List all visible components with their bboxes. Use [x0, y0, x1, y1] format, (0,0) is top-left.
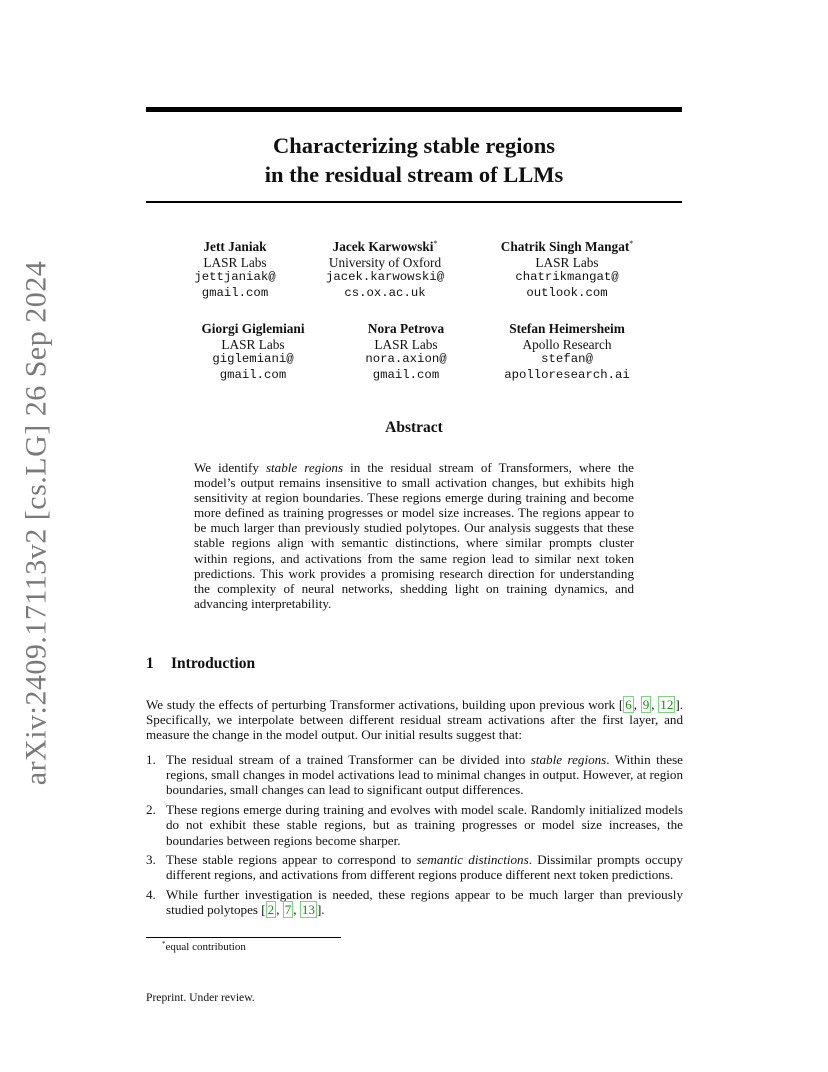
citation-link[interactable]: 6 — [625, 697, 632, 712]
author-name: Jacek Karwowski — [332, 239, 434, 254]
author-affiliation: LASR Labs — [374, 336, 438, 352]
author-affiliation: LASR Labs — [221, 336, 285, 352]
intro-paragraph: We study the effects of perturbing Transformer activations, building upon previous work [ 6 , 9 , 12 ]. Specifically, we interpolate between different residual stream activations after the first layer, and measure the change in the model output. Our initial results suggest that: — [146, 697, 684, 743]
citation-link[interactable]: 2 — [267, 902, 275, 918]
list-marker: 2. — [146, 802, 156, 818]
author-email-line-1[interactable]: jettjaniak@ — [194, 270, 276, 284]
author-block — [487, 239, 647, 301]
author-affiliation: University of Oxford — [328, 254, 442, 270]
author-email-line-2[interactable]: cs.ox.ac.uk — [344, 285, 426, 300]
author-name: Giorgi Giglemiani — [201, 321, 305, 336]
list-item: 4. While further investigation is needed, these regions appear to be much larger than previously studied polytopes [ 2 , 7 , 13 ]. — [146, 887, 683, 918]
footnote-rule — [146, 937, 341, 938]
arxiv-identifier-stamp — [6, 260, 66, 785]
paper-title — [146, 131, 682, 189]
author-email-line-2[interactable]: gmail.com — [201, 285, 269, 300]
author-block — [310, 239, 460, 301]
author-name: Nora Petrova — [367, 321, 445, 336]
author-email-line-1[interactable]: nora.axion@ — [365, 352, 447, 366]
section-heading — [146, 655, 255, 673]
section-number: 1 — [146, 655, 154, 672]
author-email-line-2[interactable]: apolloresearch.ai — [504, 367, 630, 382]
list-marker: 1. — [146, 752, 156, 767]
citation-link[interactable]: 12 — [660, 697, 674, 712]
list-item: 1. The residual stream of a trained Transformer can be divided into stable regions. Within these regions, small changes in model activations lead to minimal changes in output. However, at region boundaries, small changes can lead to significant output differences. — [146, 752, 683, 798]
footnote-mark: * — [162, 940, 166, 948]
author-email-line-1[interactable]: stefan@ — [541, 352, 593, 366]
section-title: Introduction — [171, 655, 256, 672]
citation-link[interactable]: 9 — [642, 697, 650, 712]
title-top-rule — [146, 107, 682, 112]
author-name: Jett Janiak — [203, 239, 267, 254]
abstract-heading: Abstract — [385, 419, 443, 436]
author-block — [497, 321, 637, 383]
list-marker: 4. — [146, 887, 156, 903]
author-email-line-1[interactable]: chatrikmangat@ — [515, 270, 619, 284]
author-affiliation: LASR Labs — [535, 254, 599, 270]
author-block — [175, 239, 295, 301]
footnote — [162, 941, 246, 953]
author-affiliation: Apollo Research — [522, 336, 612, 352]
author-affiliation: LASR Labs — [203, 254, 267, 270]
author-block — [183, 321, 323, 383]
title-line-1: Characterizing stable regions — [272, 133, 556, 158]
list-marker: 3. — [146, 852, 156, 868]
author-email-line-2[interactable]: outlook.com — [526, 285, 608, 300]
abstract-body: We identify stable regions in the residual stream of Transformers, where the model’s output remains insensitive to small activation changes, but exhibits high sensitivity at region boundaries. These regions emerge during training and become more defined as training progresses or model size increases. The regions appear to be much larger than previously studied polytopes. Our analysis suggests that these stable regions align with semantic distinctions, where similar prompts cluster within regions, and activations from the same region lead to similar next token predictions. This work provides a promising research direction for understanding the complexity of neural networks, shedding light on training dynamics, and advancing interpretability. — [194, 460, 634, 611]
author-email-line-1[interactable]: jacek.karwowski@ — [325, 270, 445, 284]
list-item: 2. These regions emerge during training and evolves with model scale. Randomly initialized models do not exhibit these stable regions, but as training progresses or model size increases, the boundaries between regions become sharper. — [146, 802, 683, 848]
author-name: Chatrik Singh Mangat — [500, 239, 630, 254]
equal-contribution-mark: * — [629, 239, 634, 248]
author-name: Stefan Heimersheim — [509, 321, 625, 336]
author-email-line-2[interactable]: gmail.com — [219, 367, 287, 382]
footnote-text: equal contribution — [165, 941, 246, 953]
findings-list — [146, 752, 683, 922]
author-email-line-2[interactable]: gmail.com — [372, 367, 440, 382]
title-line-2: in the residual stream of LLMs — [264, 162, 564, 187]
citation-link[interactable]: 7 — [284, 902, 292, 918]
preprint-notice: Preprint. Under review. — [146, 991, 255, 1004]
arxiv-identifier-text: arXiv:2409.17113v2 [cs.LG] 26 Sep 2024 — [19, 260, 52, 785]
author-block — [351, 321, 461, 383]
abstract-emphasis: stable regions — [265, 460, 344, 475]
equal-contribution-mark: * — [433, 239, 438, 248]
author-email-line-1[interactable]: giglemiani@ — [212, 352, 294, 366]
title-bottom-rule — [146, 201, 682, 203]
citation-link[interactable]: 13 — [301, 902, 315, 918]
list-item: 3. These stable regions appear to correspond to semantic distinctions. Dissimilar prompts occupy different regions, and activations from different regions produce different next token predictions. — [146, 852, 683, 883]
